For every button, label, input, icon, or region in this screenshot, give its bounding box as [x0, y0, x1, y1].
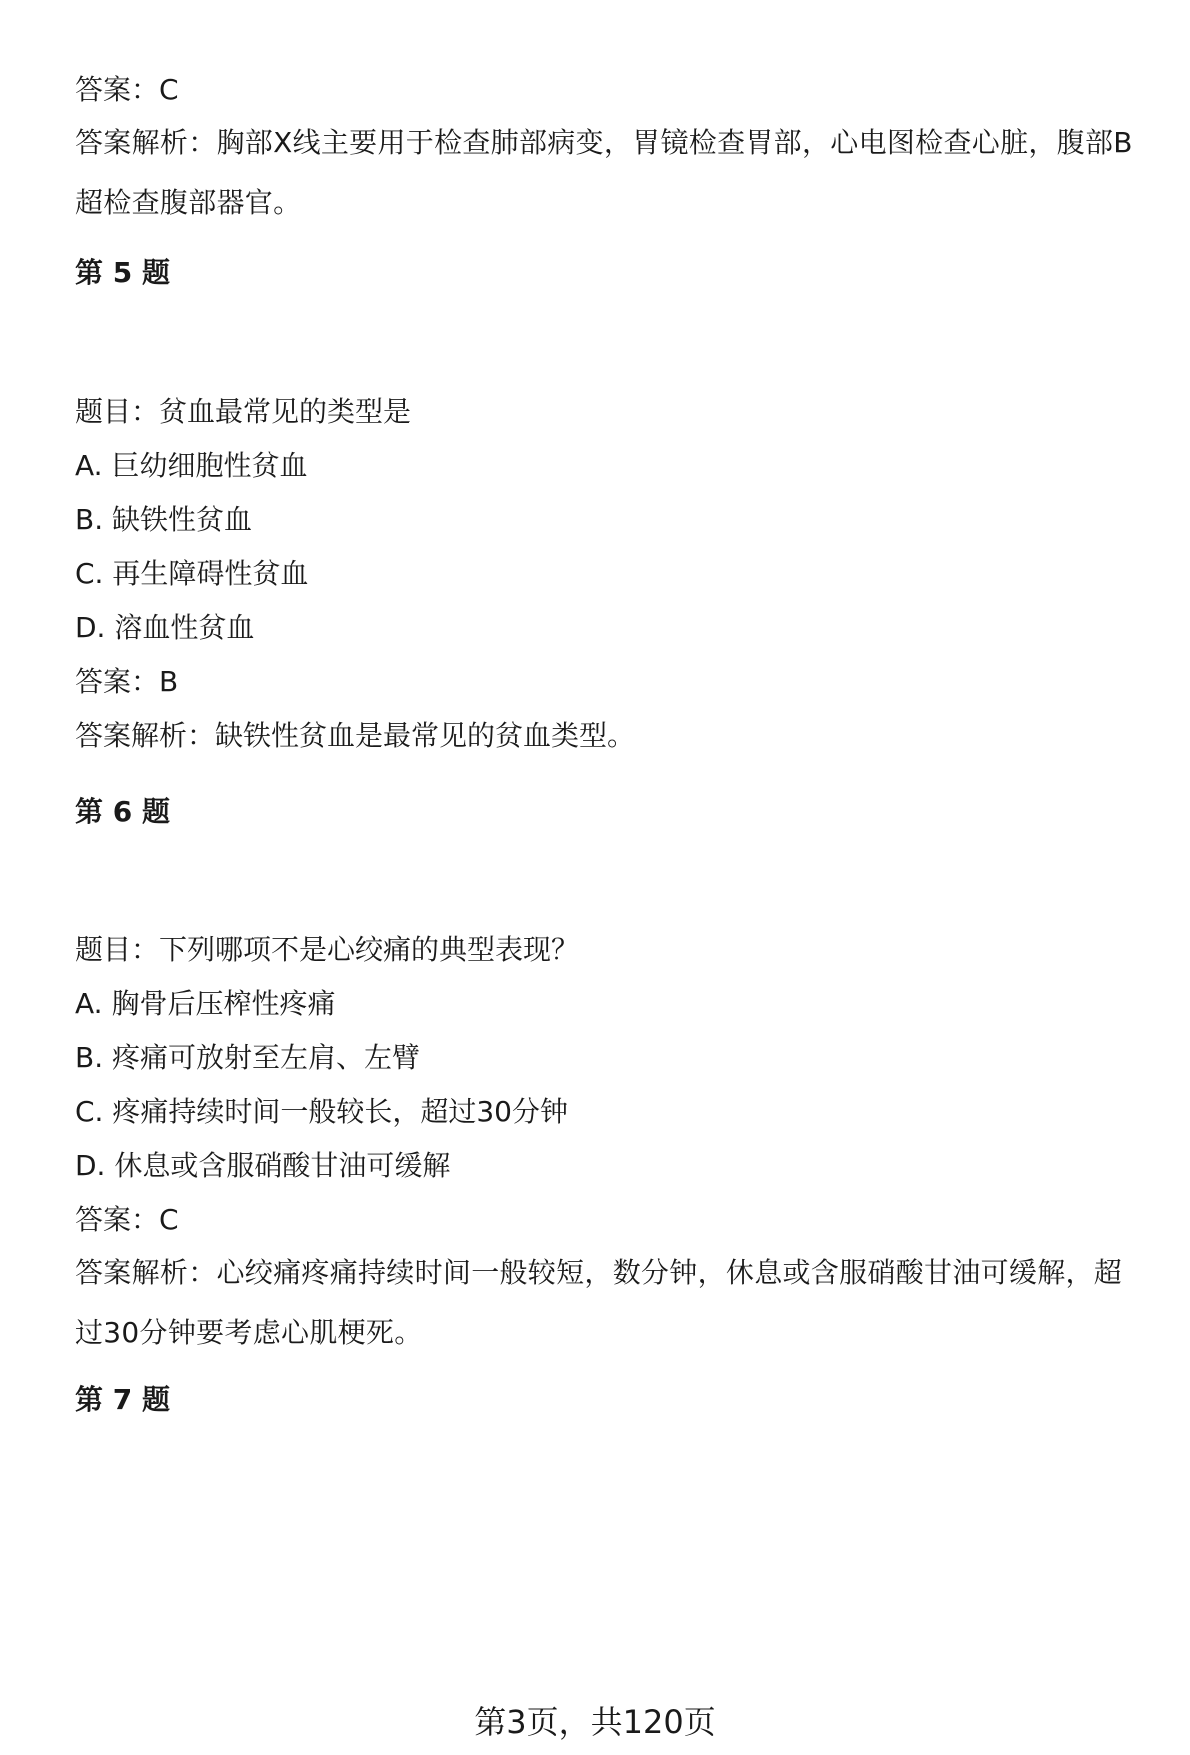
q5-answer: 答案：B	[75, 665, 179, 698]
q6-option-c: C. 疼痛持续时间一般较长，超过30分钟	[75, 1095, 568, 1128]
q5-option-d: D. 溶血性贫血	[75, 611, 255, 644]
q5-heading: 第 5 题	[75, 256, 170, 289]
q5-option-b: B. 缺铁性贫血	[75, 503, 253, 536]
q6-option-b: B. 疼痛可放射至左肩、左臂	[75, 1041, 421, 1074]
q6-answer: 答案：C	[75, 1203, 179, 1236]
q5-explanation: 答案解析：缺铁性贫血是最常见的贫血类型。	[75, 719, 636, 752]
q6-option-d: D. 休息或含服硝酸甘油可缓解	[75, 1149, 451, 1182]
q7-heading: 第 7 题	[75, 1383, 170, 1416]
q4-explanation: 答案解析：胸部X线主要用于检查肺部病变，胃镜检查胃部，心电图检查心脏，腹部B超检查腹部器官。	[75, 126, 1133, 219]
q6-explanation: 答案解析：心绞痛疼痛持续时间一般较短，数分钟，休息或含服硝酸甘油可缓解，超过30分钟要考虑心肌梗死。	[75, 1256, 1123, 1349]
q6-heading: 第 6 题	[75, 795, 170, 828]
q5-option-c: C. 再生障碍性贫血	[75, 557, 309, 590]
q5-option-a: A. 巨幼细胞性贫血	[75, 449, 308, 482]
q6-question: 题目：下列哪项不是心绞痛的典型表现？	[75, 933, 580, 966]
q5-question: 题目：贫血最常见的类型是	[75, 395, 412, 428]
q4-answer: 答案：C	[75, 73, 179, 106]
q6-option-a: A. 胸骨后压榨性疼痛	[75, 987, 336, 1020]
page-footer: 第3页，共120页	[474, 1703, 716, 1741]
